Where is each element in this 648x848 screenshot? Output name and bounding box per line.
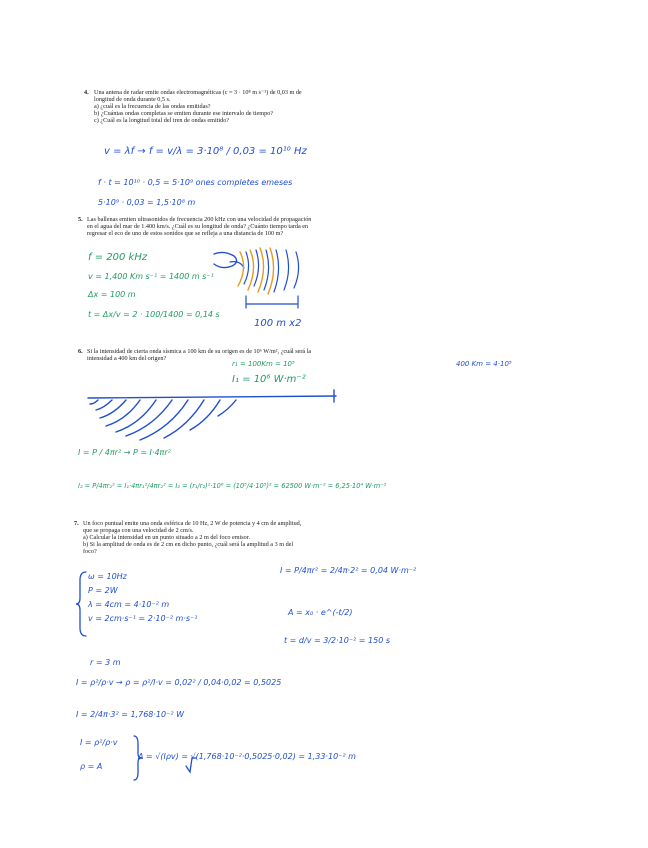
- problem-text-line: en el agua del mar de 1.400 km/s. ¿Cuál es su longitud de onda? ¿Cuánto tiempo tarda en: [87, 223, 309, 230]
- handwritten-answer: I = 2/4π·3² = 1,768·10⁻² W: [76, 710, 184, 719]
- handwritten-answer: I = P/4πr² = 2/4π·2² = 0,04 W·m⁻²: [280, 566, 417, 575]
- handwritten-answer: I = ρ²/ρ·v: [80, 738, 118, 747]
- handwritten-answer: f · t = 10¹⁰ · 0,5 = 5·10⁹ ones completes emeses: [98, 178, 293, 187]
- handwritten-answer: r = 3 m: [90, 658, 121, 667]
- problem-text-line: longitud de onda durante 0,5 s.: [94, 96, 171, 103]
- handwritten-answer: I = P / 4πr² → P = I·4πr²: [78, 448, 171, 457]
- handwritten-answer: λ = 4cm = 4·10⁻² m: [88, 600, 170, 609]
- handwritten-answer: ω = 10Hz: [88, 572, 127, 581]
- problem-text-line: Las ballenas emiten ultrasonidos de frecuencia 200 kHz con una velocidad de propagación: [87, 216, 312, 223]
- handwritten-answer: 100 m x2: [254, 318, 302, 329]
- problem-text-line: a) Calcular la intensidad en un punto situado a 2 m del foco emisor.: [83, 534, 251, 541]
- handwritten-answer: v = 2cm·s⁻¹ = 2·10⁻² m·s⁻¹: [88, 614, 198, 623]
- handwritten-answer: A = x₀ · e^(-t/2): [288, 608, 353, 617]
- handwritten-answer: I₂ = P/4πr₂² = I₁·4πr₁²/4πr₂² = I₂ = (r₁/r₂)²·10⁶ = (10⁵/4·10⁵)² = 62500 W·m⁻² = 6,25·10⁴ W·m⁻²: [78, 482, 387, 490]
- problem-text-line: Un foco puntual emite una onda esférica de 10 Hz, 2 W de potencia y 4 cm de amplitud,: [83, 520, 302, 527]
- problem-number: 5.: [78, 216, 83, 223]
- problem-text-line: regresar el eco de uno de estos sonidos que se refleja a una distancia de 100 m?: [87, 230, 284, 237]
- handwritten-answer: t = d/v = 3/2·10⁻² = 150 s: [284, 636, 391, 645]
- problem-number: 7.: [74, 520, 79, 527]
- handwritten-answer: ρ = A: [80, 762, 103, 771]
- handwritten-answer: v = λf → f = v/λ = 3·10⁸ / 0,03 = 10¹⁰ Hz: [104, 146, 307, 157]
- handwritten-answer: 5·10⁹ · 0,03 = 1,5·10⁸ m: [98, 198, 196, 207]
- handwritten-answer: Δx = 100 m: [88, 290, 136, 299]
- handwritten-answer: P = 2W: [88, 586, 118, 595]
- handwritten-answer: A = √(Iρv) = √(1,768·10⁻²·0,5025·0,02) = 1,33·10⁻² m: [138, 752, 356, 761]
- problem-number: 4.: [84, 89, 89, 96]
- problem-text-line: b) Si la amplitud de onda es de 2 cm en dicho punto, ¿cuál será la amplitud a 3 m del: [83, 541, 294, 548]
- handwritten-answer: 400 Km = 4·10⁵: [456, 360, 512, 368]
- problem-text-line: a) ¿cuál es la frecuencia de las ondas emitidas?: [94, 103, 211, 110]
- handwritten-answer: I = ρ²/ρ·v → ρ = ρ²/I·v = 0,02² / 0,04·0,02 = 0,5025: [76, 678, 282, 687]
- handwritten-answer: r₁ = 100Km = 10⁵: [232, 360, 295, 368]
- handwritten-answer: I₁ = 10⁶ W·m⁻²: [232, 374, 306, 385]
- data-bracket: [76, 572, 196, 780]
- problem-text-line: b) ¿Cuántas ondas completas se emiten durante ese intervalo de tiempo?: [94, 110, 274, 117]
- problem-text-line: que se propaga con una velocidad de 2 cm/s.: [83, 527, 194, 534]
- handwritten-answer: f = 200 kHz: [88, 252, 148, 263]
- problem-text-line: intensidad a 400 km del origen?: [87, 355, 167, 362]
- problem-number: 6.: [78, 348, 83, 355]
- problem-text-line: Si la intensidad de cierta onda sísmica a 100 km de su origen es de 10⁶ W/m², ¿cuál será la: [87, 348, 312, 355]
- handwritten-answer: t = Δx/v = 2 · 100/1400 = 0,14 s: [88, 310, 220, 319]
- problem-text-line: c) ¿Cuál es la longitud total del tren de ondas emitido?: [94, 117, 230, 124]
- ground-sketch: [88, 390, 336, 440]
- problem-text-line: foco?: [83, 548, 97, 555]
- wave-sketch: [214, 248, 299, 308]
- problem-text-line: Una antena de radar emite ondas electromagnéticas (c = 3 · 10⁸ m s⁻¹) de 0,03 m de: [94, 89, 302, 96]
- handwritten-answer: v = 1,400 Km s⁻¹ = 1400 m s⁻¹: [88, 272, 214, 281]
